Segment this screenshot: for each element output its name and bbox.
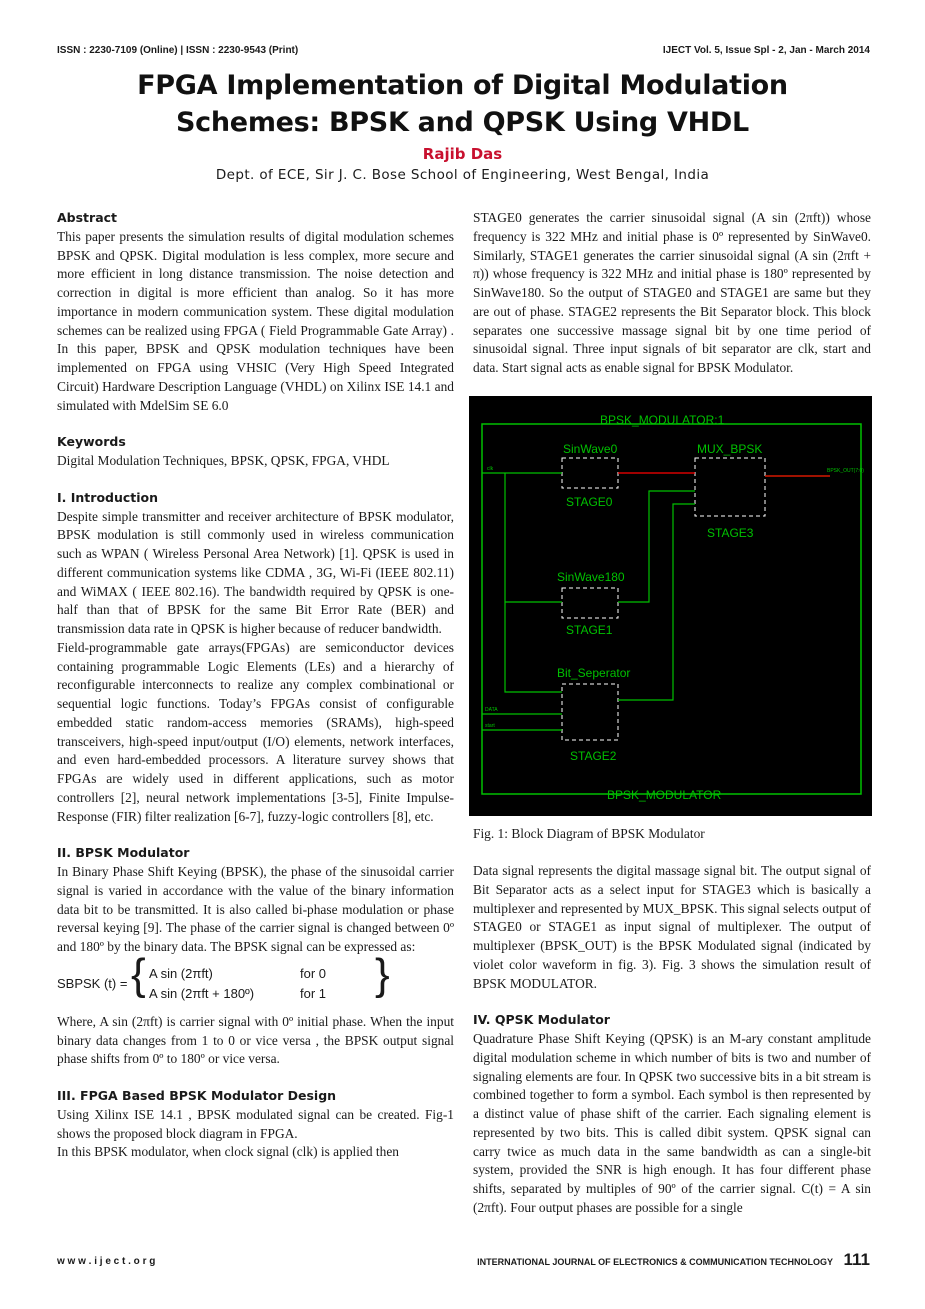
left-brace: { — [131, 949, 146, 999]
fpga-paragraph-3: STAGE0 generates the carrier sinusoidal signal (A sin (2πft)) whose frequency is 322 MHz and initial phase is 0º represented by SinWave0. Similarly, STAGE1 generates the carrier sinusoidal signal (A sin (2πft + π)) whose frequency is 322 MHz and initial phase is 180º represented by SinWave180. So the output of STAGE0 and STAGE1 are same but they are out of phase. STAGE2 represents the Bit Separator block. This block separates one successive massage signal bit by one time period of sinusoidal signal. Three input signals of bit separator are clk, start and data. Start signal acts as enable signal for BPSK Modulator. — [473, 210, 871, 375]
qpsk-paragraph: Quadrature Phase Shift Keying (QPSK) is an M-ary constant amplitude digital modulation scheme in which number of bits is two and number of signaling elements are four. In QPSK two successive bits in a bit stream is combined together to form a symbol. Each symbol is then represented by a distinct value of phase shift of the carrier. Each signaling element is represented by two bits. This is called dibit system. QPSK signal can carry twice as much data in the same bandwidth as can a single-bit system, provided the SNR is high enough. It has four different phase shifts, separated by multiples of 90º of the carrier signal. C(t) = A sin (2πft). Four output phases are possible for a single — [473, 1031, 871, 1215]
author-name: Rajib Das — [422, 145, 503, 163]
stage0-label: STAGE0 — [566, 495, 613, 509]
stage3-block — [695, 458, 765, 516]
wires — [482, 473, 830, 730]
equation-case-2: A sin (2πft + 180º) — [149, 985, 255, 1001]
intro-paragraph-1: Despite simple transmitter and receiver architecture of BPSK modulator, BPSK modulation is still commonly used in wireless communication such as WPAN ( Wireless Personal Area Network) [1]. QPSK is used in different communication systems like CDMA , 3G, Wi-Fi (IEEE 802.11) and WiMAX ( IEEE 802.16). The bandwidth required by QPSK is one-half than that of BPSK for the same Bit Error Rate (BER) and transmission data rate in QPSK is higher because of reducer bandwidth. — [57, 508, 454, 636]
intro-heading: I. Introduction — [57, 489, 159, 505]
equation-cond-2: for 1 — [300, 985, 327, 1001]
figure-caption: Fig. 1: Block Diagram of BPSK Modulator — [473, 826, 705, 841]
issn-header: ISSN : 2230-7109 (Online) | ISSN : 2230-9543 (Print) — [57, 45, 299, 56]
equation-cond-1: for 0 — [300, 965, 327, 981]
abstract-text: This paper presents the simulation results of digital modulation schemes BPSK and QPSK. Digital modulation is less complex, more secure and more efficient in long distance transmission. The noise detection and correction in digital is more efficient than analog. So it has more importance in modern communication system. These digital modulation schemes can be realized using FPGA ( Field Programmable Gate Array) . In this paper, BPSK and QPSK modulation techniques have been implemented on FPGA using VHSIC (Very High Speed Integrated Circuit) Hardware Description Language (VHDL) on Xilinx ISE 14.1 and simulated with MdelSim SE 6.0 — [57, 228, 454, 413]
right-brace: } — [375, 949, 390, 999]
qpsk-heading: IV. QPSK Modulator — [473, 1012, 610, 1028]
module-bottom-label: BPSK_MODULATOR — [607, 788, 722, 802]
fpga-heading: III. FPGA Based BPSK Modulator Design — [57, 1088, 337, 1103]
keywords-heading: Keywords — [57, 434, 126, 450]
data-signal-paragraph: Data signal represents the digital massage signal bit. The output signal of Bit Separator acts as a select input for STAGE3 which is basically a multiplexer and represented by MUX_BPSK. This signal selects output of STAGE0 or STAGE1 as input signal of multiplexer. The output of multiplexer (BPSK_OUT) is the BPSK Modulated signal (indicated by violet color waveform in fig. 3). Fig. 3 shows the simulation result of BPSK MODULATOR. — [473, 863, 871, 991]
stage0-block — [562, 458, 618, 488]
left-column — [57, 209, 454, 1162]
right-column-top — [473, 209, 871, 378]
bpsk-paragraph-2: Where, A sin (2πft) is carrier signal with 0º initial phase. When the input binary data changes from 1 to 0 or vice versa , the BPSK output signal phase shifts from 0º to 180º or vice versa. — [57, 1013, 454, 1067]
mux-label: MUX_BPSK — [697, 442, 763, 456]
module-top-label: BPSK_MODULATOR:1 — [600, 413, 725, 427]
bit-separator-label: Bit_Seperator — [557, 666, 631, 680]
pin-start: start — [485, 723, 495, 729]
pin-clk: clk — [487, 466, 494, 472]
stage1-label: STAGE1 — [566, 623, 613, 637]
right-column-bottom — [473, 862, 871, 1218]
block-diagram-svg — [469, 396, 872, 816]
fpga-paragraph-2: In this BPSK modulator, when clock signal (clk) is applied then — [57, 1144, 399, 1160]
bpsk-equation — [57, 949, 454, 1013]
stage3-label: STAGE3 — [707, 526, 754, 540]
equation-case-1: A sin (2πft) — [149, 965, 213, 981]
stage2-label: STAGE2 — [570, 749, 617, 763]
fpga-paragraph-1: Using Xilinx ISE 14.1 , BPSK modulated signal can be created. Fig-1 shows the proposed block diagram in FPGA. — [57, 1106, 454, 1141]
journal-issue-header: IJECT Vol. 5, Issue Spl - 2, Jan - March 2014 — [662, 45, 870, 56]
module-boundary — [482, 424, 861, 794]
paper-title-line2: Schemes: BPSK and QPSK Using VHDL — [176, 107, 749, 138]
page-number: 111 — [843, 1250, 870, 1269]
figure-block-diagram — [469, 396, 872, 816]
bpsk-heading: II. BPSK Modulator — [57, 845, 190, 861]
paper-title-line1: FPGA Implementation of Digital Modulation — [137, 70, 788, 101]
stage1-block — [562, 588, 618, 618]
sinwave0-label: SinWave0 — [563, 442, 618, 456]
affiliation: Dept. of ECE, Sir J. C. Bose School of Engineering, West Bengal, India — [215, 167, 710, 183]
pin-bpsk-out: BPSK_OUT(7:0) — [827, 468, 864, 474]
keywords-text: Digital Modulation Techniques, BPSK, QPSK, FPGA, VHDL — [57, 453, 390, 468]
stage2-block — [562, 684, 618, 740]
footer-website: w w w . i j e c t . o r g — [57, 1256, 156, 1267]
equation-lhs: SBPSK (t) = — [57, 975, 128, 991]
footer-journal: INTERNATIONAL JOURNAL OF ELECTRONICS & COMMUNICATION TECHNOLOGY — [477, 1257, 833, 1267]
bpsk-paragraph-1: In Binary Phase Shift Keying (BPSK), the phase of the sinusoidal carrier signal is varied in accordance with the value of the binary information data bit to be transmitted. It is also called bi-phase modulation or phase reversal keying [9]. The phase of the carrier signal is changed between 0º and 180º by the binary data. The BPSK signal can be expressed as: — [57, 864, 454, 954]
pin-data: DATA — [485, 707, 498, 713]
abstract-heading: Abstract — [57, 210, 118, 225]
intro-paragraph-2: Field-programmable gate arrays(FPGAs) are semiconductor devices containing programmable Logic Elements (LEs) and a hierarchy of reconfigurable interconnects to realize any complex combinational or sequential logic functions. Today’s FPGAs consist of configurable embedded static random-access memories (SRAMs), high-speed transceivers, high-speed input/output (I/O) elements, network interfaces, and even hard-embedded processors. A literature survey shows that FPGAs are widely used in different applications, such as motor controllers [2], neural network implementations [3-5], Finite Impulse-Response (FIR) filter realization [6-7], fuzzy-logic controllers [8], etc. — [57, 639, 454, 824]
sinwave180-label: SinWave180 — [557, 570, 625, 584]
